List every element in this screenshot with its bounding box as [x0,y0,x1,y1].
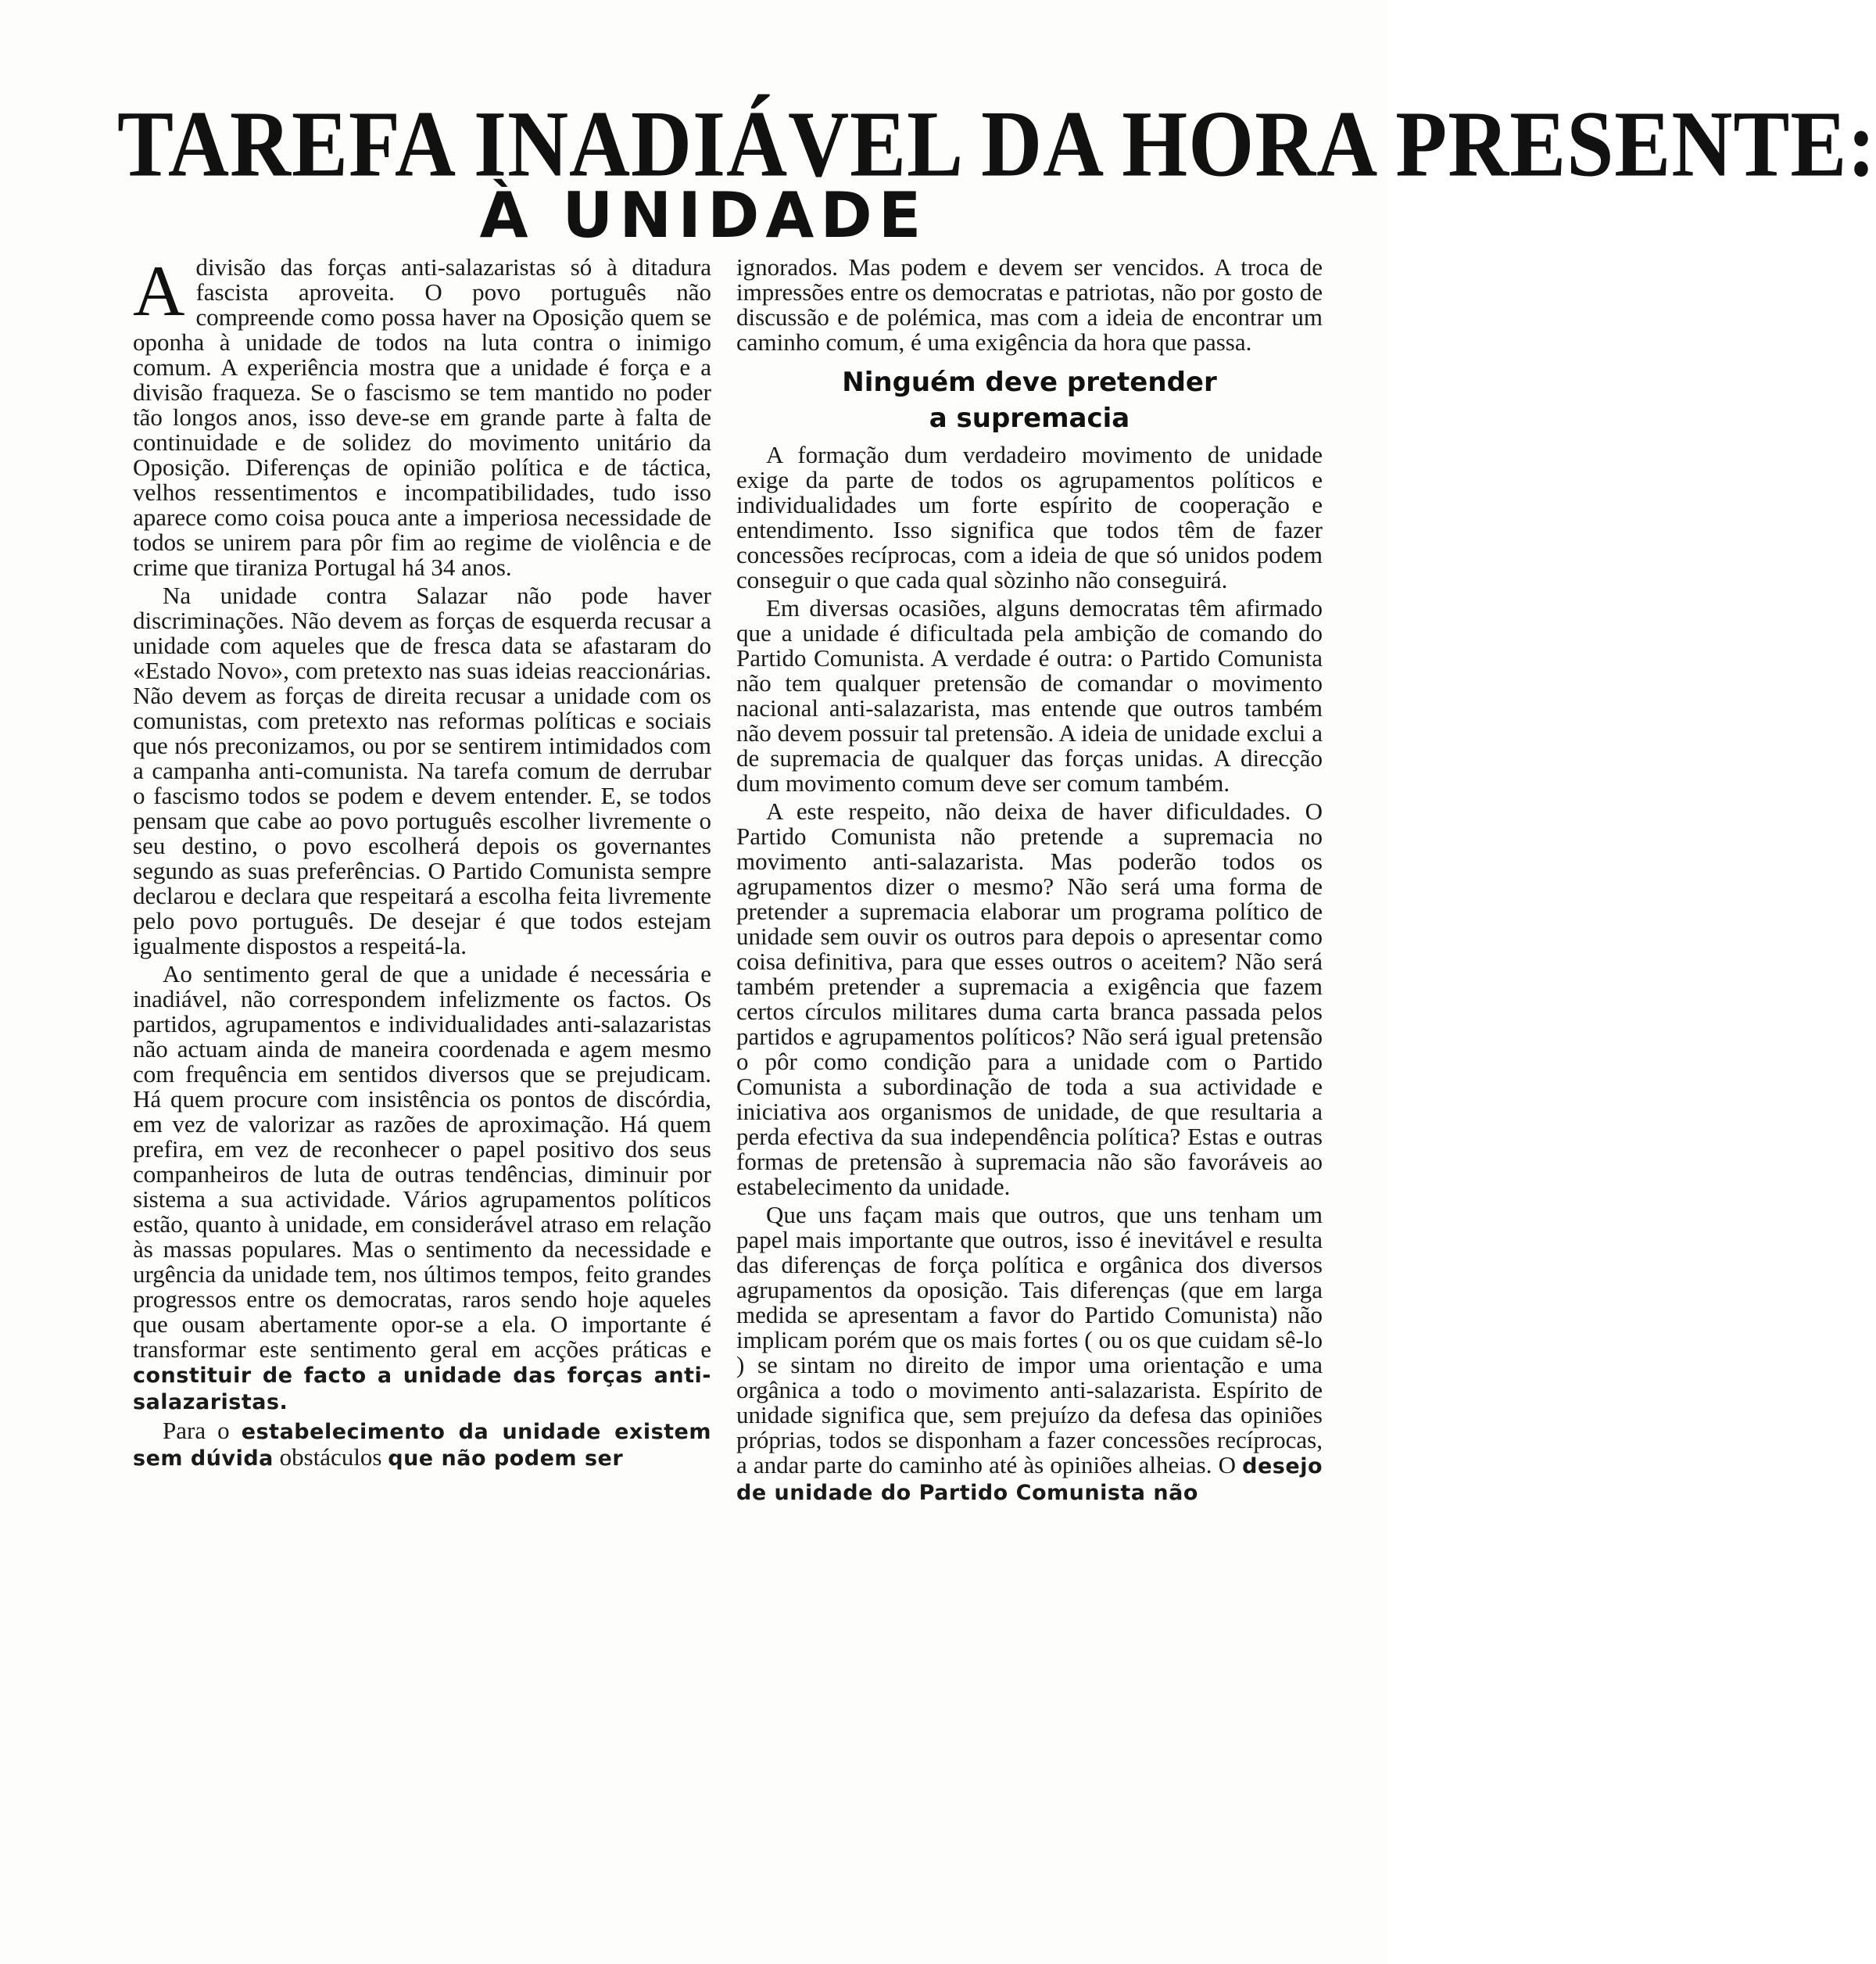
paragraph-4 [133,1418,711,1471]
paragraph-4-text-b: obstáculos [279,1443,382,1471]
paragraph-9-emphasis: desejo de unidade do Partido Comunista não [736,1454,1323,1505]
left-column [133,251,711,1475]
article-title: TAREFA INADIÁVEL DA HORA PRESENTE: [117,92,1876,197]
paragraph-9-text: Que uns façam mais que outros, que uns tenham um papel mais importante que outros, isso é inevitável e resulta das diferenças de força política e orgânica dos diversos agrupamentos da oposição. Tais diferenças (que em larga medida se apresentam a favor do Partido Comunista) não implicam porém que os mais fortes ( ou os que cuidam sê-lo ) se sintam no direito de impor uma orientação e uma orgânica a todo o movimento anti-salazarista. Espírito de unidade significa que, sem prejuízo da defesa das opiniões próprias, todos se disponham a fazer concessões recíprocas, a andar parte do caminho até às opiniões alheias. O [736,1201,1323,1478]
subheading-line-2: a supremacia [929,403,1130,434]
paragraph-6: A formação dum verdadeiro movimento de unidade exige da parte de todos os agrupamentos políticos e individualidades um forte espírito de cooperação e entendimento. Isso significa que todos têm de fazer concessões recíprocas, com a ideia de que só unidos podem conseguir o que cada qual sòzinho não conseguirá. [736,441,1323,593]
paragraph-4-emphasis-1: estabelecimento da unidade existem sem dúvida [133,1420,711,1471]
paragraph-2: Na unidade contra Salazar não pode haver discriminações. Não devem as forças de esquerda recusar a unidade com aqueles que de fresca data se afastaram do «Estado Novo», com pretexto nas suas ideias reaccionárias. Não devem as forças de direita recusar a unidade com os comunistas, com pretexto nas reformas políticas e sociais que nós preconizamos, ou por se sentirem intimidados com a campanha anti-comunista. Na tarefa comum de derrubar o fascismo todos se podem e devem entender. E, se todos pensam que cabe ao povo português escolher livremente o seu destino, o povo escolherá depois os governantes segundo as suas preferências. O Partido Comunista sempre declarou e declara que respeitará a escolha feita livremente pelo povo português. De desejar é que todos estejam igualmente dispostos a respeitá-la. [133,582,711,959]
paragraph-3-emphasis: constituir de facto a unidade das forças anti-salazaristas. [133,1364,711,1414]
section-subheading [736,364,1323,436]
paragraph-3 [133,962,711,1415]
drop-cap: A [133,251,185,331]
paragraph-8: A este respeito, não deixa de haver dificuldades. O Partido Comunista não pretende a supremacia no movimento anti-salazarista. Mas poderão todos os agrupamentos dizer o mesmo? Não será uma forma de pretender a supremacia elaborar um programa político de unidade sem ouvir os outros para depois o apresentar como coisa definitiva, para que esses outros o aceitem? Não será também pretender a supremacia a exigência que fazem certos círculos militares duma carta branca passada pelos partidos e agrupamentos políticos? Não será igual pretensão o pôr como condição para a unidade com o Partido Comunista a subordinação de toda a sua actividade e iniciativa aos organismos de unidade, de que resultaria a perda efectiva da sua independência política? Estas e outras formas de pretensão à supremacia não são favoráveis ao estabelecimento da unidade. [736,797,1323,1200]
paragraph-4-emphasis-2: que não podem ser [388,1446,624,1471]
paragraph-1 [133,251,711,581]
paragraph-7: Em diversas ocasiões, alguns democratas têm afirmado que a unidade é dificultada pela ambição de comando do Partido Comunista. A verdade é outra: o Partido Comunista não tem qualquer pretensão de comandar o movimento nacional anti-salazarista, mas entende que outros também não devem possuir tal pretensão. A ideia de unidade exclui a de supremacia de qualquer das forças unidas. A direcção dum movimento comum deve ser comum também. [736,594,1323,797]
paragraph-3-text: Ao sentimento geral de que a unidade é necessária e inadiável, não correspondem infelizmente os factos. Os partidos, agrupamentos e individualidades anti-salazaristas não actuam ainda de maneira coordenada e agem mesmo com frequência em sentidos diversos que se prejudicam. Há quem procure com insistência os pontos de discórdia, em vez de valorizar as razões de aproximação. Há quem prefira, em vez de reconhecer o papel positivo dos seus companheiros de luta de outras tendências, diminuir por sistema a sua actividade. Vários agrupamentos políticos estão, quanto à unidade, em considerável atraso em relação às massas populares. Mas o sentimento da necessidade e urgência da unidade tem, nos últimos tempos, feito grandes progressos entre os democratas, raros sendo hoje aqueles que ousam abertamente opor-se a ela. O importante é transformar este sentimento geral em acções práticas e [133,960,711,1363]
paragraph-9 [736,1202,1323,1506]
paragraph-1-text: divisão das forças anti-salazaristas só à ditadura fascista aproveita. O povo português não compreende como possa haver na Oposição quem se oponha à unidade de todos na luta contra o inimigo comum. A experiência mostra que a unidade é força e a divisão fraqueza. Se o fascismo se tem mantido no poder tão longos anos, isso deve-se em grande parte à falta de continuidade e de solidez do movimento unitário da Oposição. Diferenças de opinião política e de táctica, velhos ressentimentos e incompatibilidades, tudo isso aparece como coisa pouca ante a imperiosa necessidade de todos se unirem para pôr fim ao regime de violência e de crime que tiraniza Portugal há 34 anos. [133,253,711,581]
subheading-line-1: Ninguém deve pretender [842,367,1217,398]
article-subtitle: À UNIDADE [479,179,928,252]
paragraph-4-text-a: Para o [163,1417,230,1444]
paragraph-5: ignorados. Mas podem e devem ser vencidos. A troca de impressões entre os democratas e patriotas, não por gosto de discussão e de polémica, mas com a ideia de encontrar um caminho comum, é uma exigência da hora que passa. [736,253,1323,356]
right-column [736,255,1323,1509]
